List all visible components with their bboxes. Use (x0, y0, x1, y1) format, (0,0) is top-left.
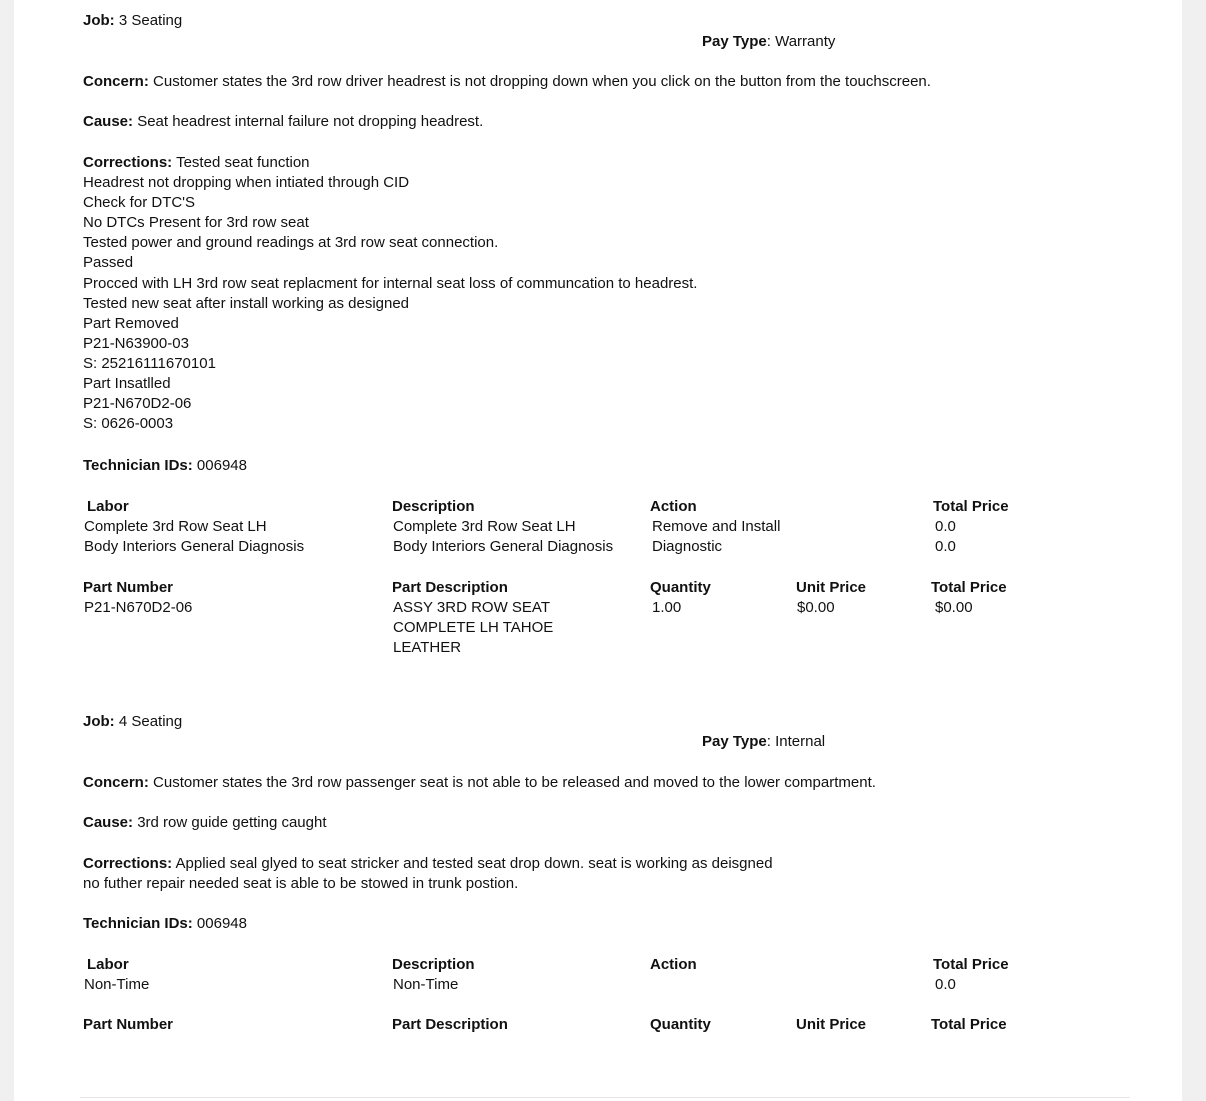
job-3-concern (83, 72, 931, 92)
part-description-line: LEATHER (393, 639, 462, 657)
corrections-line: Tested seat function (176, 154, 310, 171)
job-3-line (83, 11, 182, 31)
job-4-concern (83, 773, 876, 793)
pay-type-value: Warranty (775, 33, 836, 50)
corrections-line: S: 25216111670101 (83, 354, 216, 372)
concern-label: Concern: (83, 73, 149, 90)
part-description-header: Part Description (392, 1016, 508, 1033)
part-number-header: Part Number (83, 1016, 174, 1033)
technician-ids-label: Technician IDs: (83, 457, 193, 474)
job-3-corrections (83, 153, 697, 434)
concern-value: Customer states the 3rd row passenger seat is not able to be released and moved to the lower compartment. (153, 774, 876, 791)
labor-action-cell: Remove and Install (652, 518, 781, 535)
corrections-line: Tested new seat after install working as designed (83, 294, 410, 312)
quantity-header: Quantity (650, 579, 711, 596)
parts-total-price-header: Total Price (931, 1016, 1007, 1033)
unit-price-header: Unit Price (796, 1016, 867, 1033)
labor-header: Labor (87, 956, 129, 973)
description-header: Description (392, 956, 475, 973)
job-label: Job: (83, 713, 115, 730)
pay-type-value: Internal (775, 733, 826, 750)
job-value: 4 Seating (118, 713, 183, 730)
labor-total-cell: 0.0 (935, 538, 956, 555)
quantity-cell: 1.00 (652, 599, 682, 616)
corrections-line: S: 0626-0003 (83, 415, 174, 433)
part-description-line: COMPLETE LH TAHOE (393, 619, 554, 637)
corrections-label: Corrections: (83, 154, 173, 171)
labor-header: Labor (87, 498, 129, 515)
corrections-line: Passed (83, 254, 134, 272)
total-price-header: Total Price (933, 498, 1009, 515)
concern-label: Concern: (83, 774, 149, 791)
part-description-header: Part Description (392, 579, 508, 596)
labor-description-cell: Complete 3rd Row Seat LH (393, 518, 576, 535)
corrections-line: Applied seal glyed to seat stricker and tested seat drop down. seat is working as deisgned (175, 855, 773, 872)
corrections-line: No DTCs Present for 3rd row seat (83, 214, 309, 232)
cause-value: 3rd row guide getting caught (137, 814, 327, 831)
action-header: Action (650, 498, 697, 515)
corrections-label: Corrections: (83, 855, 173, 872)
labor-total-cell: 0.0 (935, 976, 956, 993)
corrections-line: Procced with LH 3rd row seat replacment for internal seat loss of communcation to headrest. (83, 274, 698, 292)
divider (80, 1097, 1130, 1098)
labor-description-cell: Non-Time (393, 976, 459, 993)
job-3-technician-ids (83, 456, 247, 476)
technician-ids-value: 006948 (196, 915, 247, 932)
parts-total-price-cell: $0.00 (935, 599, 973, 616)
cause-label: Cause: (83, 814, 134, 831)
part-description-cell (393, 598, 553, 658)
part-number-header: Part Number (83, 579, 174, 596)
job-value: 3 Seating (118, 12, 183, 29)
concern-value: Customer states the 3rd row driver headrest is not dropping down when you click on the button from the touchscreen. (153, 73, 931, 90)
total-price-header: Total Price (933, 956, 1009, 973)
job-3-cause (83, 112, 483, 132)
corrections-line: Part Insatlled (83, 375, 171, 393)
corrections-line: Tested power and ground readings at 3rd row seat connection. (83, 234, 499, 252)
corrections-line: P21-N63900-03 (83, 334, 189, 352)
corrections-line: Part Removed (83, 314, 179, 332)
job-4-cause (83, 813, 327, 833)
pay-type-label: Pay Type (702, 733, 767, 750)
labor-cell: Non-Time (84, 976, 150, 993)
corrections-line: Check for DTC'S (83, 194, 196, 212)
description-header: Description (392, 498, 475, 515)
part-number-cell: P21-N670D2-06 (84, 599, 193, 616)
pay-type-label: Pay Type (702, 33, 767, 50)
action-header: Action (650, 956, 697, 973)
labor-cell: Complete 3rd Row Seat LH (84, 518, 267, 535)
corrections-line: P21-N670D2-06 (83, 395, 192, 413)
quantity-header: Quantity (650, 1016, 711, 1033)
corrections-line: Headrest not dropping when intiated through CID (83, 174, 410, 192)
labor-action-cell: Diagnostic (652, 538, 723, 555)
technician-ids-label: Technician IDs: (83, 915, 193, 932)
part-description-line: ASSY 3RD ROW SEAT (393, 599, 550, 616)
corrections-line: no futher repair needed seat is able to be stowed in trunk postion. (83, 875, 519, 893)
job-3-pay-type: Pay Type: Warranty (702, 33, 836, 50)
job-label: Job: (83, 12, 115, 29)
unit-price-cell: $0.00 (797, 599, 835, 616)
job-4-corrections (83, 854, 773, 894)
labor-cell: Body Interiors General Diagnosis (84, 538, 305, 555)
job-4-technician-ids (83, 914, 247, 934)
cause-value: Seat headrest internal failure not dropping headrest. (137, 113, 484, 130)
technician-ids-value: 006948 (196, 457, 247, 474)
labor-total-cell: 0.0 (935, 518, 956, 535)
job-4-line (83, 712, 182, 732)
unit-price-header: Unit Price (796, 579, 867, 596)
job-4-pay-type: Pay Type: Internal (702, 733, 826, 750)
labor-description-cell: Body Interiors General Diagnosis (393, 538, 614, 555)
cause-label: Cause: (83, 113, 134, 130)
parts-total-price-header: Total Price (931, 579, 1007, 596)
